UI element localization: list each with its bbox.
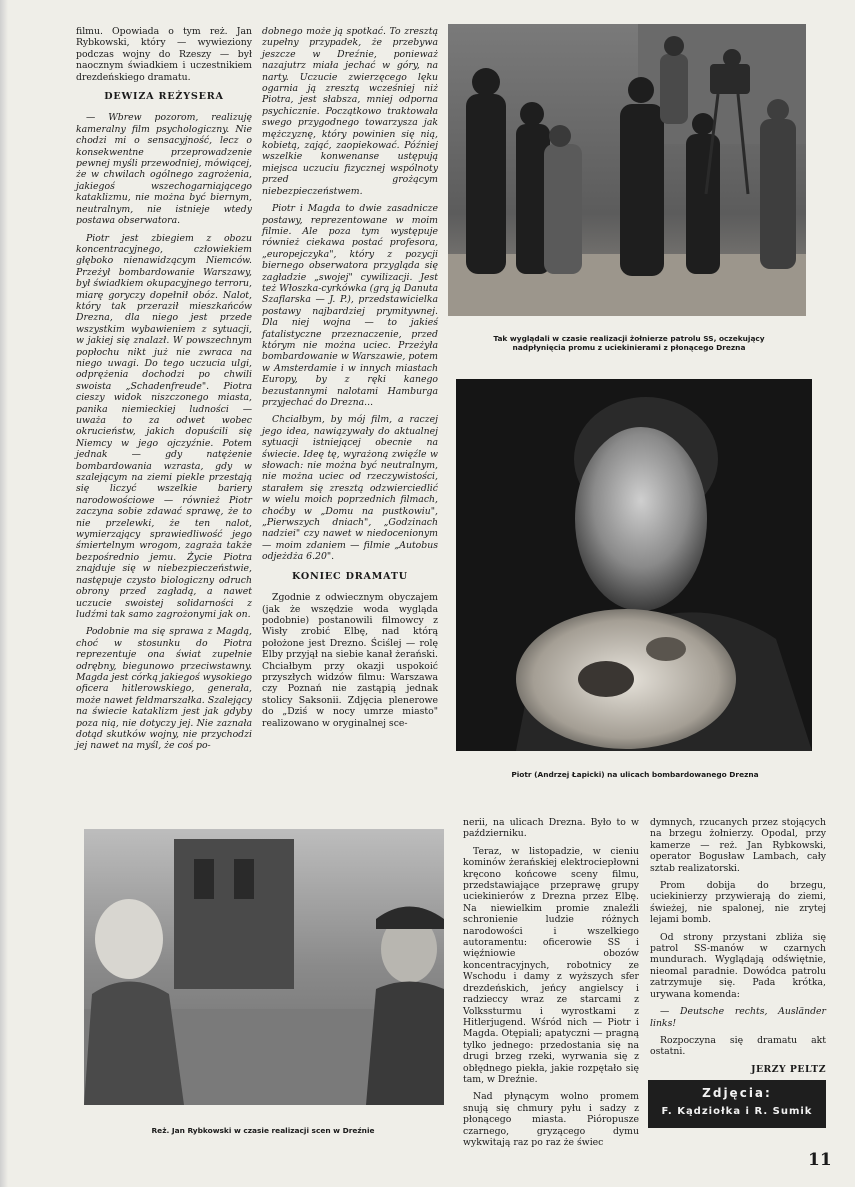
paragraph: Nad płynącym wolno promem snują się chmury pyłu i sadzy z płonącego miasta. Pióropusze czarnego, gryzącego dymu wykwitają raz po raz że świec [463, 1091, 639, 1148]
credits-names: F. Kądziołka i R. Sumik [661, 1106, 813, 1117]
paragraph: Rozpoczyna się dramatu akt ostatni. [650, 1034, 826, 1058]
paragraph: nerii, na ulicach Drezna. Było to w październiku. [463, 817, 639, 840]
paragraph: — Deutsche rechts, Ausländer links! [650, 1006, 826, 1029]
article-column-3 [463, 817, 639, 1154]
author-signature: JERZY PELTZ [751, 1063, 826, 1075]
paragraph: Piotr i Magda to dwie zasadnicze postawy, reprezentowane w moim filmie. Ale poza tym występuje również ciekawa postać profesora, „europejczyka", który z pozycji biernego obserwatora przygląda się zagładzie „swojej" cywilizacji. Jest też Włoszka-cyrkówka (grą ją Danuta Szaflarska — J. P.), przedstawicielka postawy najbardziej prymitywnej. Dla niej wojna — to jakieś fatalistyczne przeznaczenie, przed którym nie można uciec. Przeżyła bombardowanie w Warszawie, potem w Amsterdamie i w innych miastach Europy, by z ręki kanego bezustannymi nalotami Hamburga przyjechać do Drezna... [262, 203, 438, 408]
photo-credits-box [648, 1080, 826, 1128]
paragraph: Piotr jest zbiegiem z obozu koncentracyjnego, człowiekiem głęboko nienawidzącym Niemców. Przeżył bombardowanie Warszawy, był świadkiem okupacyjnego terroru, miarę goryczy dopełnił obóz. Nalot, który tak przeraził mieszkańców Drezna, dla niego jest przede wszystkim wybawieniem z sytuacji, w jakiej się znalazł. W powszechnym popłochu nikt już nie zwraca na niego uwagi. Do tego uczucia ulgi, odprężenia dochodzi po chwili swoista „Schadenfreude". Piotra cieszy widok niszczonego miasta, panika niemieckiej ludności — uważa to za odwet wobec okrucieństw, jakich dopuścili się Niemcy w jego ojczyźnie. Potem jednak — gdy natężenie bombardowania wzrasta, gdy w szalejącym na ziemi piekle przestają się liczyć wszelkie bariery narodowościowe — również Piotr zaczyna sobie zdawać sprawę, że to nie przelewki, że ten nalot, wymierzający sprawiedliwość jego śmiertelnym wrogom, zagraża także bezpośrednio jemu. Życie Piotra znajduje się w niebezpieczeństwie, następuje czysto biologiczny odruch obrony przed zagładą, a nawet uczucie swoistej solidarności z ludźmi tak samo zagrożonymi jak on. [76, 232, 252, 620]
paragraph: filmu. Opowiada o tym reż. Jan Rybkowski, który — wywieziony podczas wojny do Rzeszy — był naocznym świadkiem i uczestnikiem drezdeńskiego dramatu. [76, 26, 252, 83]
section-heading-koniec: KONIEC DRAMATU [292, 570, 408, 582]
caption-photo-piotr: Piotr (Andrzej Łapicki) na ulicach bombardowanego Drezna [511, 770, 759, 779]
caption-photo-ss-patrol: Tak wyglądali w czasie realizacji żołnierze patrolu SS, oczekujący nadpłynięcia promu z uciekinierami z płonącego Drezna [493, 334, 765, 352]
page-number: 11 [808, 1150, 832, 1170]
paragraph: dobnego może ją spotkać. To zresztą zupełny przypadek, że przebywa jeszcze w Dreźnie, ponieważ nazajutrz miała jechać w góry, na narty. Uczucie zwierzęcego lęku ogarnia ją zresztą wcześniej niż Piotra, jest słabsza, mniej odporna psychicznie. Początkowo traktowała swego przygodnego towarzysza jak mężczyznę, który powinien się nią, kobietą, zająć, zaopiekować. Później wszelkie konwenanse ustępują miejsca uczuciu fizycznej wspólnoty przed grożącym niebezpieczeństwem. [262, 26, 438, 197]
article-column-2 [262, 26, 438, 735]
article-column-4 [650, 817, 826, 1075]
photo-ss-patrol [448, 24, 806, 316]
paragraph: Od strony przystani zbliża się patrol SS-manów w czarnych mundurach. Wyglądają odświętnie, nieomal paradnie. Dowódca patrolu zatrzymuje się. Pada krótka, urywana komenda: [650, 931, 826, 1000]
paragraph: Chciałbym, by mój film, a raczej jego idea, nawiązywały do aktualnej sytuacji istniejącej obecnie na świecie. Ideę tę, wyrażoną zwięźle w słowach: nie można być neutralnym, nie można uciec od rzeczywistości, starałem się zresztą odzwierciedlić w wielu moich poprzednich filmach, choćby w „Domu na pustkowiu", „Pierwszych dniach", „Godzinach nadziei" czy nawet w niedocenionym — moim zdaniem — filmie „Autobus odjeżdża 6.20". [262, 414, 438, 563]
paragraph: dymnych, rzucanych przez stojących na brzegu żołnierzy. Opodal, przy kamerze — reż. Jan Rybkowski, operator Bogusław Lambach, cały sztab realizatorski. [650, 817, 826, 874]
photo-piotr-portrait [456, 379, 812, 751]
page-edge-shadow [0, 0, 8, 1187]
photo-director-rybkowski [84, 829, 444, 1105]
paragraph: Teraz, w listopadzie, w cieniu kominów żerańskiej elektrociepłowni kręcono końcowe sceny filmu, przedstawiające przeprawę grupy uciekinierów z Drezna przez Elbę. Na niewielkim promie znaleźli schronienie ludzie różnych narodowości i wszelkiego autoramentu: oficerowie SS i więźniowie obozów koncentracyjnych, robotnicy ze Wschodu i damy z wyższych sfer drezdeńskich, jeńcy angielscy i radzieccy wraz ze starcami z Volkssturmu i wyrostkami z Hitlerjugend. Wśród nich — Piotr i Magda. Otępiali; apatyczni — pragną tylko jednego: przedostania się na drugi brzeg rzeki, wyrwania się z obłędnego piekła, jakie rozpętało się tam, w Dreźnie. [463, 845, 639, 1085]
credits-label: Zdjęcia: [702, 1086, 772, 1100]
caption-photo-director: Reż. Jan Rybkowski w czasie realizacji scen w Dreźnie [151, 1126, 375, 1135]
article-column-1 [76, 26, 252, 758]
paragraph: Zgodnie z odwiecznym obyczajem (jak że wszędzie woda wygląda podobnie) postanowili filmowcy z Wisły zrobić Elbę, nad którą położone jest Drezno. Ściślej — rolę Elby przyjął na siebie kanał żerański. Chciałbym przy okazji uspokoić przyszłych widzów filmu: Warszawa czy Poznań nie zastąpią jednak stolicy Saksonii. Zdjęcia plenerowe do „Dziś w nocy umrze miasto" realizowano w oryginalnej sce- [262, 592, 438, 729]
paragraph: Prom dobija do brzegu, uciekinierzy przywierają do ziemi, świeżej, nie spalonej, nie zrytej lejami bomb. [650, 880, 826, 926]
section-heading-dewiza: DEWIZA REŻYSERA [104, 91, 224, 103]
paragraph: Podobnie ma się sprawa z Magdą, choć w stosunku do Piotra reprezentuje ona świat zupełnie odrębny, biegunowo przeciwstawny. Magda jest córką jakiegoś wysokiego oficera hitlerowskiego, generała, może nawet feldmarszałka. Szalejący na świecie kataklizm jest jak gdyby poza nią, nie dotyczy jej. Nie zaznała dotąd skutków wojny, nie przychodzi jej nawet na myśl, że coś po- [76, 626, 252, 752]
paragraph: — Wbrew pozorom, realizuję kameralny film psychologiczny. Nie chodzi mi o sensacyjność, lecz o konsekwentne przeprowadzenie pewnej myśli przewodniej, mówiącej, że w chwilach ogólnego zagrożenia, jakiegoś wszechogarniającego kataklizmu, nie można być biernym, neutralnym, nie istnieje wtedy postawa obserwatora. [76, 112, 252, 227]
